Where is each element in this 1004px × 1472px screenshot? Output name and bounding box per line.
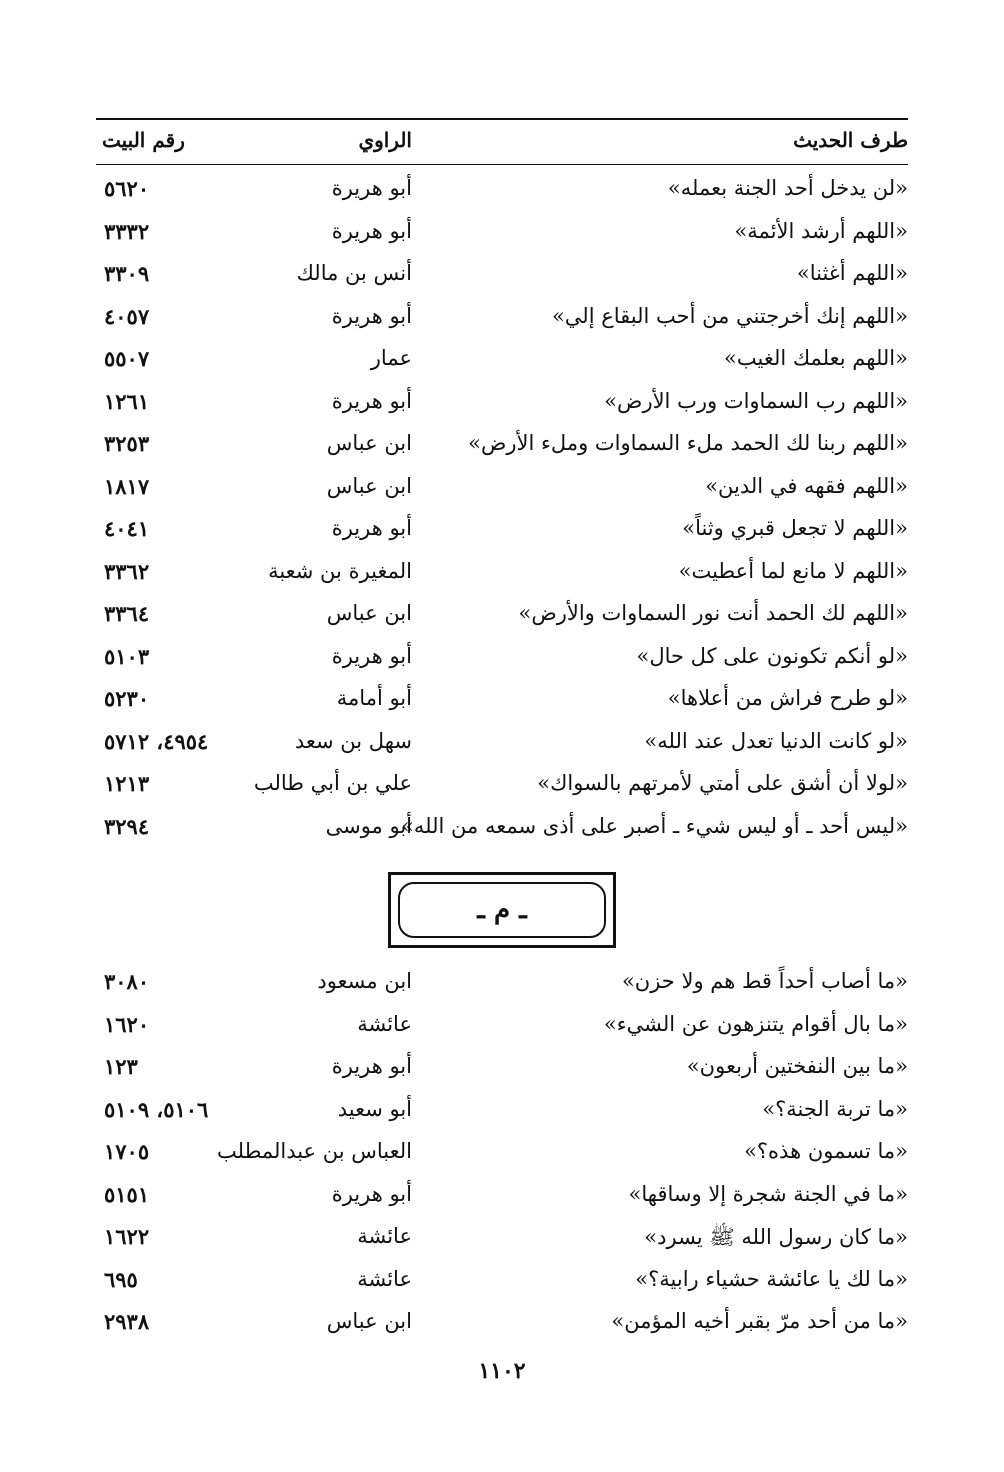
hadith-text: «لو طرح فراش من أعلاها» xyxy=(667,686,908,710)
narrator-name: ابن عباس xyxy=(326,1309,412,1333)
hadith-text: «ليس أحد ـ أو ليس شيء ـ أصبر على أذى سمعه من الله» xyxy=(401,813,908,838)
hadith-text: «اللهم فقهه في الدين» xyxy=(705,473,908,498)
table-row xyxy=(96,765,908,808)
narrator-name: سهل بن سعد xyxy=(294,728,412,753)
narrator-name: أبو هريرة xyxy=(331,643,412,668)
hadith-text: «اللهم لا مانع لما أعطيت» xyxy=(678,558,908,583)
hadith-text: «ما تربة الجنة؟» xyxy=(762,1096,908,1121)
table-row xyxy=(96,595,908,638)
hadith-text: «اللهم بعلمك الغيب» xyxy=(724,346,908,370)
hadith-text: «اللهم أغثنا» xyxy=(796,261,908,285)
verse-number: ٣٣٠٩ xyxy=(104,261,150,286)
hadith-text: «ما بين النفختين أربعون» xyxy=(686,1054,908,1078)
verse-number: ١٢٣ xyxy=(104,1054,138,1079)
verse-number: ١٢١٣ xyxy=(104,771,150,796)
verse-number: ٤٠٤١ xyxy=(104,516,150,541)
hadith-text: «ما تسمون هذه؟» xyxy=(744,1139,908,1163)
table-section-1 xyxy=(96,170,908,850)
table-row xyxy=(96,1303,908,1346)
verse-number: ١٧٠٥ xyxy=(104,1139,150,1164)
verse-number: ٣٣٦٢ xyxy=(104,558,150,584)
table-row xyxy=(96,468,908,511)
hadith-text: «اللهم رب السماوات ورب الأرض» xyxy=(604,388,908,413)
hadith-text: «اللهم لك الحمد أنت نور السماوات والأرض» xyxy=(518,601,908,625)
narrator-name: أبو أمامة xyxy=(336,686,412,710)
narrator-name: أنس بن مالك xyxy=(296,261,412,285)
hadith-text: «ما أصاب أحداً قط هم ولا حزن» xyxy=(621,969,908,993)
table-row xyxy=(96,638,908,681)
table-row xyxy=(96,808,908,851)
narrator-name: أبو هريرة xyxy=(331,218,412,243)
table-row xyxy=(96,553,908,596)
verse-number: ٢٩٣٨ xyxy=(104,1309,150,1334)
table-row xyxy=(96,510,908,553)
column-header-narrator: الراوي xyxy=(358,128,412,152)
narrator-name: ابن عباس xyxy=(326,601,412,625)
narrator-name: أبو هريرة xyxy=(331,303,412,328)
verse-number: ١٨١٧ xyxy=(104,473,150,499)
table-row xyxy=(96,1091,908,1134)
table-row xyxy=(96,425,908,468)
narrator-name: أبو سعيد xyxy=(337,1096,412,1121)
table-row xyxy=(96,383,908,426)
hadith-text: «لو أنكم تكونون على كل حال» xyxy=(636,643,908,668)
verse-number: ٥٥٠٧ xyxy=(104,346,150,371)
narrator-name: أبو هريرة xyxy=(331,388,412,413)
narrator-name: عائشة xyxy=(357,1266,412,1291)
hadith-text: «لو كانت الدنيا تعدل عند الله» xyxy=(644,728,908,753)
narrator-name: أبو هريرة xyxy=(331,1181,412,1206)
verse-number: ١٢٦١ xyxy=(104,388,150,414)
narrator-name: أبو هريرة xyxy=(331,176,412,200)
narrator-name: عائشة xyxy=(357,1011,412,1036)
table-row xyxy=(96,213,908,256)
section-letter-box xyxy=(388,872,616,948)
narrator-name: المغيرة بن شعبة xyxy=(268,558,412,583)
narrator-name: عمار xyxy=(370,346,412,370)
verse-number: ١٦٢٢ xyxy=(104,1224,150,1249)
verse-number: ٦٩٥ xyxy=(104,1266,138,1292)
table-row xyxy=(96,298,908,341)
table-section-2 xyxy=(96,963,908,1346)
hadith-text: «ما لك يا عائشة حشياء رابية؟» xyxy=(635,1266,908,1291)
table-row xyxy=(96,1176,908,1219)
table-row xyxy=(96,1133,908,1176)
narrator-name: علي بن أبي طالب xyxy=(253,771,412,795)
table-row xyxy=(96,723,908,766)
table-row xyxy=(96,340,908,383)
column-header-hadith: طرف الحديث xyxy=(793,128,908,152)
hadith-text: «اللهم إنك أخرجتني من أحب البقاع إلي» xyxy=(551,303,908,328)
verse-number: ٥١٠٣ xyxy=(104,643,150,669)
narrator-name: أبو هريرة xyxy=(331,1054,412,1078)
narrator-name: ابن عباس xyxy=(326,431,412,455)
table-row xyxy=(96,1218,908,1261)
table-header xyxy=(96,118,908,165)
verse-number: ٣٠٨٠ xyxy=(104,969,150,994)
hadith-text: «اللهم لا تجعل قبري وثناً» xyxy=(682,516,908,540)
table-row xyxy=(96,1048,908,1091)
verse-number: ٥٦٢٠ xyxy=(104,176,150,201)
verse-number: ٣٢٩٤ xyxy=(104,813,150,839)
verse-number: ٤٩٥٤، ٥٧١٢ xyxy=(104,728,209,754)
hadith-text: «ما في الجنة شجرة إلا وساقها» xyxy=(628,1181,908,1206)
column-header-number: رقم البيت xyxy=(102,128,185,152)
hadith-text: «لولا أن أشق على أمتي لأمرتهم بالسواك» xyxy=(537,771,908,795)
verse-number: ٣٣٦٤ xyxy=(104,601,150,626)
section-letter: ـ م ـ xyxy=(398,882,606,938)
hadith-text: «لن يدخل أحد الجنة بعمله» xyxy=(667,176,908,200)
table-row xyxy=(96,963,908,1006)
hadith-text: «ما كان رسول الله ﷺ يسرد» xyxy=(644,1225,908,1249)
verse-number: ٣٢٥٣ xyxy=(104,431,150,456)
hadith-text: «اللهم أرشد الأئمة» xyxy=(734,218,908,243)
narrator-name: ابن مسعود xyxy=(317,969,412,993)
table-row xyxy=(96,680,908,723)
table-row xyxy=(96,170,908,213)
narrator-name: أبو موسى xyxy=(325,813,412,838)
hadith-text: «ما بال أقوام يتنزهون عن الشيء» xyxy=(603,1011,908,1036)
verse-number: ٥١٥١ xyxy=(104,1181,150,1207)
page-number: ١١٠٢ xyxy=(478,1358,526,1384)
hadith-text: «ما من أحد مرّ بقبر أخيه المؤمن» xyxy=(611,1309,908,1333)
narrator-name: ابن عباس xyxy=(326,473,412,498)
narrator-name: العباس بن عبدالمطلب xyxy=(217,1139,412,1163)
verse-number: ١٦٢٠ xyxy=(104,1011,150,1037)
verse-number: ٤٠٥٧ xyxy=(104,303,150,329)
narrator-name: عائشة xyxy=(357,1224,412,1248)
narrator-name: أبو هريرة xyxy=(331,516,412,540)
table-row xyxy=(96,1006,908,1049)
table-row xyxy=(96,255,908,298)
verse-number: ٣٣٣٢ xyxy=(104,218,150,244)
table-row xyxy=(96,1261,908,1304)
verse-number: ٥١٠٦، ٥١٠٩ xyxy=(104,1096,209,1122)
verse-number: ٥٢٣٠ xyxy=(104,686,150,711)
hadith-text: «اللهم ربنا لك الحمد ملء السماوات وملء الأرض» xyxy=(468,431,908,455)
